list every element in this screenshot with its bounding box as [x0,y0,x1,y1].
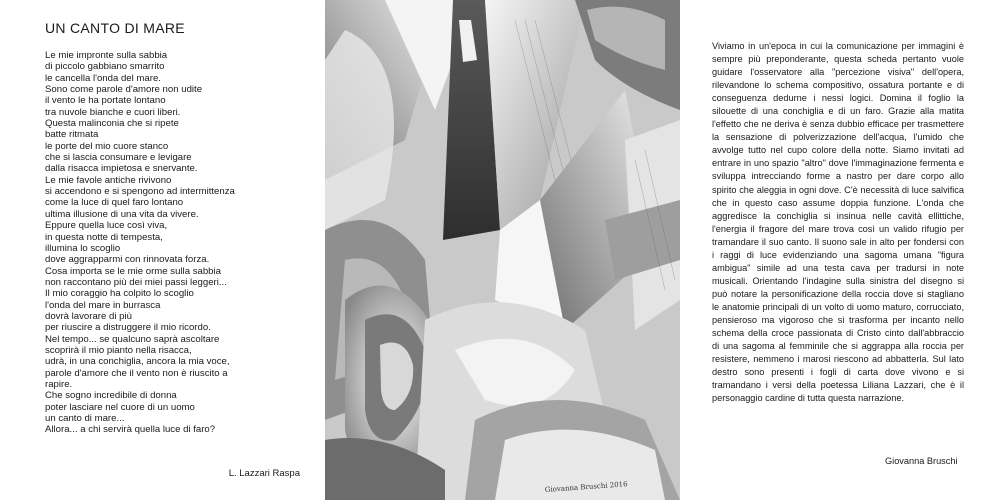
poem-author: L. Lazzari Raspa [228,468,300,479]
poem-line: rapire. [45,378,73,390]
poem-line: batte ritmata [45,129,99,141]
artist-signature: Giovanna Bruschi 2016 [544,480,628,494]
essay-column [712,40,964,405]
poem-line: che si lascia consumare e levigare [45,152,192,164]
poem-line: Eppure quella luce così viva, [45,220,168,232]
artwork-drawing [325,0,680,500]
poem-line: Nel tempo... se qualcuno saprà ascoltare [45,333,220,345]
poem-line: dove aggrapparmi con rinnovata forza. [45,254,210,266]
essay-author: Giovanna Bruschi [885,456,958,466]
poem-line: poter lasciare nel cuore di un uomo [45,401,195,413]
poem-line: Che sogno incredibile di donna [45,390,177,402]
poem-line: di piccolo gabbiano smarrito [45,61,165,73]
poem-line: un canto di mare... [45,413,125,424]
poem-line: in questa notte di tempesta, [45,231,163,243]
poem-line: tra nuvole bianche e cuori liberi. [45,106,181,118]
poem-line: Le mie favole antiche rivivono [45,174,172,186]
pencil-drawing-illustration [325,0,680,500]
poem-line: illumina lo scoglio [45,242,121,254]
poem-line: si accendono e si spengono ad intermittenza [45,186,235,198]
poem-line: Sono come parole d'amore non udite [45,84,203,96]
poem-line: Allora... a chi servirà quella luce di faro? [45,424,216,436]
poem-line: dalla risacca impietosa e snervante. [45,163,198,175]
poem-column [45,20,305,490]
poem-body [45,50,305,436]
poem-line: il vento le ha portate lontano [45,95,166,107]
poem-line: come la luce di quel faro lontano [45,197,184,209]
poem-line: Le mie impronte sulla sabbia [45,50,168,61]
poem-line: ultima illusione di una vita da vivere. [45,208,199,220]
poem-line: dovrà lavorare di più [45,310,132,322]
poem-line: le cancella l'onda del mare. [45,72,161,84]
poem-line: Questa malinconia che si ripete [45,118,179,130]
poem-line: udrà, in una conchiglia, ancora la mia voce, [45,356,230,368]
poem-line: per riuscire a distruggere il mio ricordo. [45,322,211,334]
poem-line: parole d'amore che il vento non è riuscito a [45,367,228,379]
poem-line: l'onda del mare in burrasca [45,299,161,311]
poem-line: Il mio coraggio ha colpito lo scoglio [45,288,194,300]
poem-title: UN CANTO DI MARE [45,20,185,36]
essay-text: Viviamo in un'epoca in cui la comunicazione per immagini è sempre più preponderante, questa scheda pertanto vuole guidare l'osservatore alla "percezione visiva" dell'opera, rilevandone lo schema compositivo, ossatura portante e di conseguenza dedurne i nessi logici. Domina il foglio la silouette di una conchiglia e di un faro. Grazie alla matita l'effetto che ne deriva è senza dubbio efficace per trasmettere la sensazione di polverizzazione dell'acqua, l'umido che avvolge tutto nel cupo colore della notte. Siamo invitati ad entrare in uno spazio "altro" dove l'immaginazione fermenta e sviluppa intrecciando forme a nastro per dare corpo allo spirito che aleggia in ogni dove. C'è necessità di luce salvifica che in questo caso assume doppia funzione. L'onda che aggredisce la conchiglia si insinua nelle cavità ellittiche, l'energia il fragore del mare trova così un valido rifugio per tramandare il suo canto. Il suono sale in alto per fondersi con i raggi di luce evidenziando una sagoma umana "figura ambigua" simile ad una testa cava per tradursi in note musicali. Orientando l'indagine sulla sinistra del disegno si può notare la personificazione della roccia dove si stagliano le anatomie principali di un volto di uomo maturo, corrucciato, pensieroso ma vigoroso che si trasforma per incanto nello schema della croce passionata di Cristo cinto dall'abbraccio di una sagoma al femminile che si aggrappa alla roccia per resistere, nemmeno i marosi riescono ad abbatterla. Sul lato destro sono presenti i fogli di carta dove vivono e si tramandano i versi della poetessa Liliana Lazzari, che è il personaggio cardine di tutta questa narrazione. [712,41,964,404]
poem-line: scoprirà il mio pianto nella risacca, [45,344,192,356]
poem-line: le porte del mio cuore stanco [45,140,169,152]
poem-line: Cosa importa se le mie orme sulla sabbia [45,265,221,277]
poem-line: non raccontano più dei miei passi leggeri... [45,276,227,288]
